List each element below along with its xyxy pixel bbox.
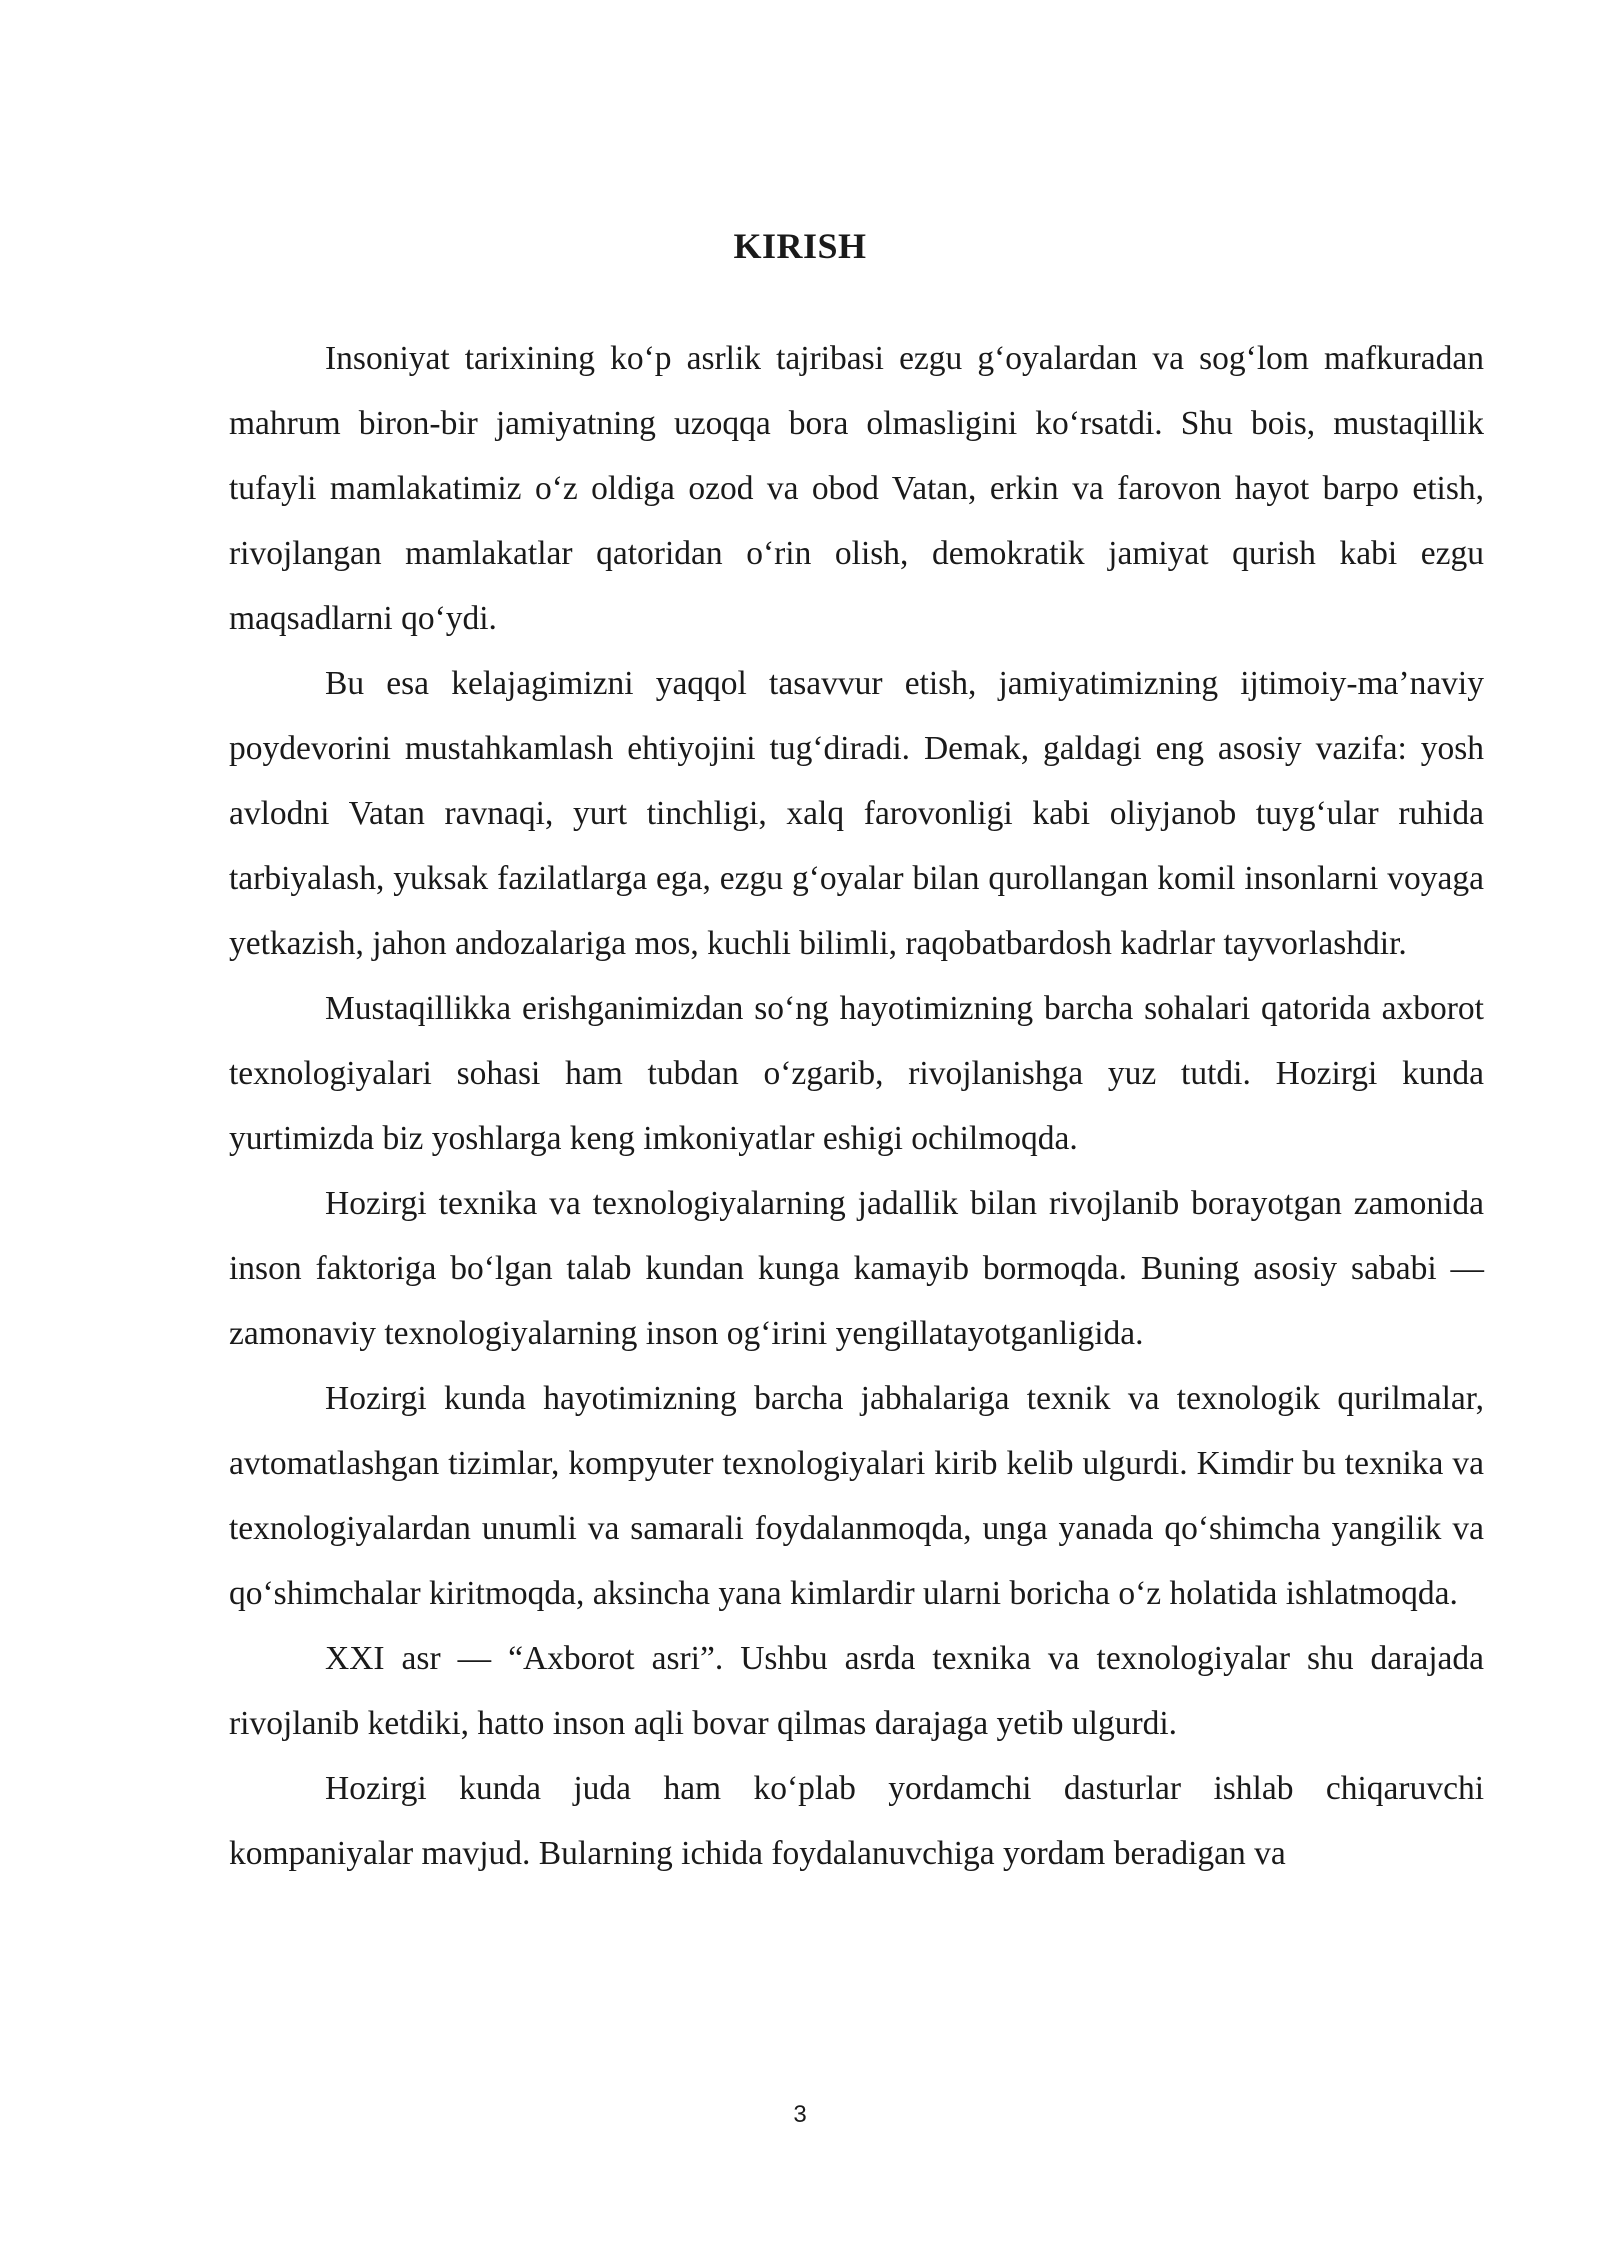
paragraph: Hozirgi kunda hayotimizning barcha jabhalariga texnik va texnologik qurilmalar, avtomatlashgan tizimlar, kompyuter texnologiyalari kirib kelib ulgurdi. Kimdir bu texnika va texnologiyalardan unumli va samarali foydalanmoqda, unga yanada qo‘shimcha yangilik va qo‘shimchalar kiritmoqda, aksincha yana kimlardir ularni boricha o‘z holatida ishlatmoqda. [229,1380,1484,1612]
section-title: KIRISH [733,226,867,266]
body-text [229,326,1484,1886]
page-number: 3 [793,2101,807,2128]
paragraph: Mustaqillikka erishganimizdan so‘ng hayotimizning barcha sohalari qatorida axborot texnologiyalari sohasi ham tubdan o‘zgarib, rivojlanishga yuz tutdi. Hozirgi kunda yurtimizda biz yoshlarga keng imkoniyatlar eshigi ochilmoqda. [229,990,1484,1157]
paragraph: Hozirgi kunda juda ham ko‘plab yordamchi dasturlar ishlab chiqaruvchi kompaniyalar mavjud. Bularning ichida foydalanuvchiga yordam beradigan va [229,1770,1484,1872]
paragraph: Insoniyat tarixining ko‘p asrlik tajribasi ezgu g‘oyalardan va sog‘lom mafkuradan mahrum biron-bir jamiyatning uzoqqa bora olmasligini ko‘rsatdi. Shu bois, mustaqillik tufayli mamlakatimiz o‘z oldiga ozod va obod Vatan, erkin va farovon hayot barpo etish, rivojlangan mamlakatlar qatoridan o‘rin olish, demokratik jamiyat qurish kabi ezgu maqsadlarni qo‘ydi. [229,340,1484,637]
paragraph: Hozirgi texnika va texnologiyalarning jadallik bilan rivojlanib borayotgan zamonida inson faktoriga bo‘lgan talab kundan kunga kamayib bormoqda. Buning asosiy sababi — zamonaviy texnologiyalarning inson og‘irini yengillatayotganligida. [229,1185,1484,1352]
paragraph: XXI asr — “Axborot asri”. Ushbu asrda texnika va texnologiyalar shu darajada rivojlanib ketdiki, hatto inson aqli bovar qilmas darajaga yetib ulgurdi. [229,1640,1484,1742]
paragraph: Bu esa kelajagimizni yaqqol tasavvur etish, jamiyatimizning ijtimoiy-ma’naviy poydevorini mustahkamlash ehtiyojini tug‘diradi. Demak, galdagi eng asosiy vazifa: yosh avlodni Vatan ravnaqi, yurt tinchligi, xalq farovonligi kabi oliyjanob tuyg‘ular ruhida tarbiyalash, yuksak fazilatlarga ega, ezgu g‘oyalar bilan qurollangan komil insonlarni voyaga yetkazish, jahon andozalariga mos, kuchli bilimli, raqobatbardosh kadrlar tayvorlashdir. [229,665,1484,962]
